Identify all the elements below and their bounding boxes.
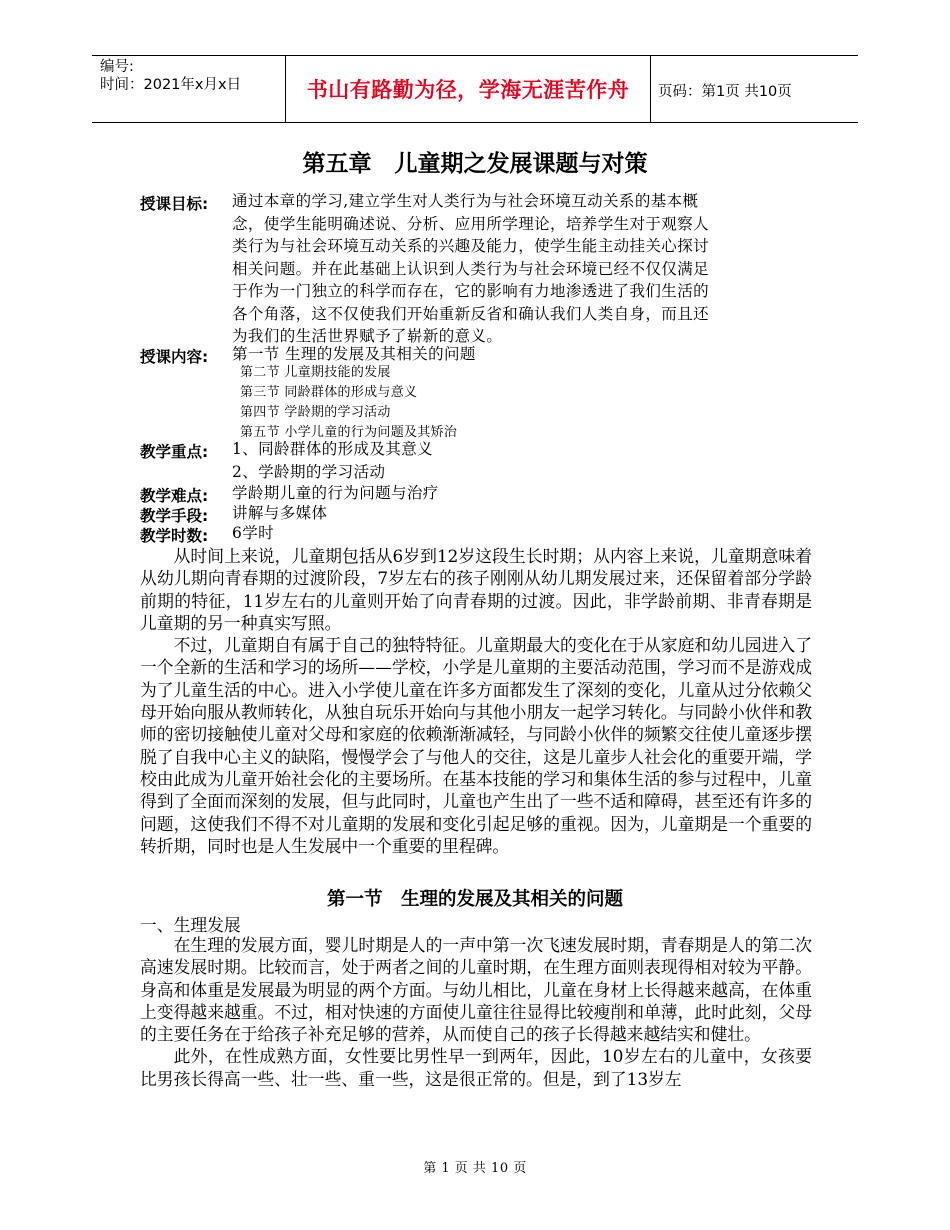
contents-first-item: 第一节 生理的发展及其相关的问题	[232, 345, 476, 363]
intro-text	[140, 545, 812, 857]
objectives-line: 念，使学生能明确述说、分析、应用所学理论，培养学生对于观察人	[232, 214, 710, 233]
hours-label: 教学时数:	[140, 527, 209, 545]
subheading: 一、生理发展	[140, 915, 241, 935]
objectives-line: 于作为一门独立的科学而存在，它的影响有力地渗透进了我们生活的	[232, 282, 710, 300]
contents-item: 第三节 同龄群体的形成与意义	[240, 385, 418, 400]
paragraph: 从时间上来说，儿童期包括从6岁到12岁这段生长时期；从内容上来说，儿童期意味着从幼儿期向青春期的过渡阶段，7岁左右的孩子刚刚从幼儿期发展过来，还保留着部分学龄前期的特征，11岁左右的儿童则开始了向青春期的过渡。因此，非学龄前期、非青春期是儿童期的另一种真实写照。	[140, 546, 812, 633]
chapter-title: 第五章 儿童期之发展课题与对策	[302, 151, 648, 177]
contents-item: 第四节 学龄期的学习活动	[240, 405, 391, 420]
contents-label: 授课内容:	[140, 348, 209, 366]
page-header	[92, 55, 858, 123]
contents-item: 第二节 儿童期技能的发展	[240, 365, 391, 380]
methods-value: 讲解与多媒体	[232, 504, 328, 522]
key-points-label: 教学重点:	[140, 443, 209, 461]
page-footer: 第 1 页 共 10 页	[423, 1161, 527, 1176]
key-point-item: 1、同龄群体的形成及其意义	[232, 440, 434, 458]
difficulties-label: 教学难点:	[140, 487, 209, 505]
paragraph: 此外，在性成熟方面，女性要比男性早一到两年，因此，10岁左右的儿童中，女孩要比男孩长得高一些、壮一些、重一些，这是很正常的。但是，到了13岁左	[140, 1046, 812, 1089]
difficulties-value: 学龄期儿童的行为问题与治疗	[232, 484, 439, 502]
time-label: 时间：2021年x月x日	[100, 77, 242, 93]
header-motto-cell	[285, 56, 651, 122]
objectives-line: 为我们的生活世界赋予了崭新的意义。	[232, 327, 503, 345]
objectives-line: 相关问题。并在此基础上认识到人类行为与社会环境已经不仅仅满足	[232, 259, 710, 278]
contents-list	[240, 363, 457, 443]
objectives-text	[232, 190, 709, 348]
contents-item: 第五节 小学儿童的行为问题及其矫治	[240, 425, 458, 440]
paragraph: 不过，儿童期自有属于自己的独特特征。儿童期最大的变化在于从家庭和幼儿园进入了一个全新的生活和学习的场所——学校，小学是儿童期的主要活动范围，学习而不是游戏成为了儿童生活的中心。进入小学使儿童在许多方面都发生了深刻的变化，儿童从过分依赖父母开始向服从教师转化，从独自玩乐开始向与其他小朋友一起学习转化。与同龄小伙伴和教师的密切接触使儿童对父母和家庭的依赖渐渐减轻，与同龄小伙伴的频繁交往使儿童逐步摆脱了自我中心主义的缺陷，慢慢学会了与他人的交往，这是儿童步人社会化的重要开端，学校由此成为儿童开始社会化的主要场所。在基本技能的学习和集体生活的参与过程中，儿童得到了全面而深刻的发展，但与此同时，儿童也产生出了一些不适和障碍，甚至还有许多的问题，这使我们不得不对儿童期的发展和变化引起足够的重视。因为，儿童期是一个重要的转折期，同时也是人生发展中一个重要的里程碑。	[140, 635, 812, 856]
hours-value: 6学时	[232, 524, 275, 542]
objectives-label: 授课目标:	[140, 195, 209, 213]
section-body	[140, 934, 812, 1090]
objectives-line: 通过本章的学习,建立学生对人类行为与社会环境互动关系的基本概	[232, 192, 699, 210]
header-motto: 书山有路勤为径，学海无涯苦作舟	[306, 78, 630, 102]
objectives-line: 各个角落，这不仅使我们开始重新反省和确认我们人类自身，而且还	[232, 304, 710, 323]
header-page-info: 页码：第1页 共10页	[658, 84, 792, 100]
doc-number-label: 编号:	[100, 59, 134, 75]
section-title: 第一节 生理的发展及其相关的问题	[326, 889, 623, 910]
key-point-item: 2、学龄期的学习活动	[232, 462, 386, 481]
paragraph: 在生理的发展方面，婴儿时期是人的一声中第一次飞速发展时期，青春期是人的第二次高速发展时期。比较而言，处于两者之间的儿童时期，在生理方面则表现得相对较为平静。身高和体重是发展最为明显的两个方面。与幼儿相比，儿童在身材上长得越来越高，在体重上变得越来越重。不过，相对快速的方面使儿童往往显得比较瘦削和单薄，此时此刻，父母的主要任务在于给孩子补充足够的营养，从而使自己的孩子长得越来越结实和健壮。	[140, 935, 812, 1045]
header-info	[100, 58, 241, 94]
objectives-line: 类行为与社会环境互动关系的兴趣及能力，使学生能主动挂关心探讨	[232, 237, 710, 255]
methods-label: 教学手段:	[140, 507, 209, 525]
key-points-list	[232, 438, 433, 483]
